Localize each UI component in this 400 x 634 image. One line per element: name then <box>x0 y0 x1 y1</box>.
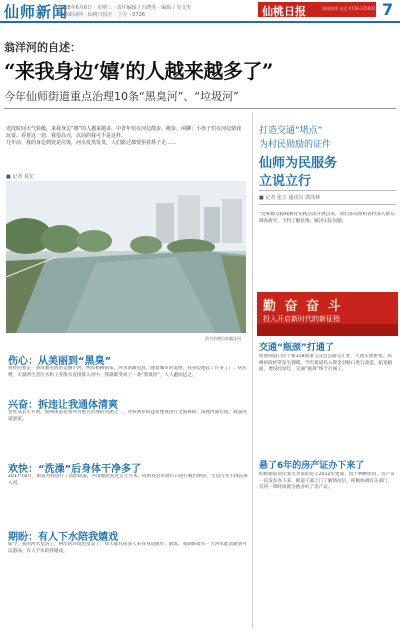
right-article-headline-2: 立说立行 <box>259 174 312 189</box>
right-section-body-traffic <box>259 354 396 450</box>
section-body-hope <box>8 542 248 626</box>
section-title-happy: 欢快：“洗澡”后身体干净多了 <box>8 464 142 475</box>
section-title-sad: 伤心：从美丽到“黑臭” <box>8 356 112 367</box>
right-article-rule <box>259 190 396 191</box>
section-title-excited: 兴奋：拆违让我通体清爽 <box>8 400 118 411</box>
right-article-title-2: 为村民勋励的证件 <box>259 140 332 150</box>
column-divider <box>252 112 253 628</box>
header-meta-2: 仙师新闻网 · 仙桃日报社 · 主办 · 0726 <box>58 12 146 18</box>
page-header <box>0 0 400 22</box>
headline-kicker: 翁洋河的自述： <box>4 41 81 54</box>
banner-line-1: 勤 奋 奋 斗 <box>263 299 343 314</box>
section-body-excited <box>8 410 248 450</box>
article-byline: ■ 记者 易宏 <box>6 174 34 180</box>
header-rule <box>0 21 400 23</box>
right-section-title-traffic: 交通“瓶颈”打通了 <box>259 343 334 353</box>
right-article-body <box>259 212 396 286</box>
right-section-title-property: 悬了6年的房产证办下来了 <box>259 461 365 471</box>
section-body-sad <box>8 366 248 392</box>
right-article-paragraph: “党和群众路线教育实践活动开展以来，我们多次组织各村深入群众调查研究，下村了解民情、解决实际问题。 <box>259 212 395 224</box>
section-paragraph: 变化从去年开始。仙师街道把我列为重点治理的河流之一，对我两岸的违章建筑进行全面拆除，清理河面垃圾，疏浚河道淤泥。 <box>8 410 247 422</box>
headline-title: “来我身边‘嬉’的人越来越多了” <box>4 59 273 83</box>
newspaper-logo <box>258 2 376 17</box>
right-section-body-property <box>259 472 396 622</box>
photo-caption: 图为治理后的翁洋河 <box>205 336 241 341</box>
right-article-title-1: 打造交通“堵点” <box>259 126 323 136</box>
banner-line-2: 投入开启新时代的新征程 <box>263 315 340 323</box>
promo-banner <box>257 292 398 336</box>
river-photo <box>6 181 246 333</box>
section-body-happy <box>8 474 248 520</box>
banner-decoration <box>257 324 398 336</box>
intro-paragraph-1: 近段时间天气转暖，来我身边“嬉”的人越来越多，中青年们在河边散步、跑步、闲聊；小孩子们在河边嬉戏玩耍。看着这一切，我很高兴，以前的我可不是这样。 <box>6 126 242 139</box>
article-intro <box>6 126 244 147</box>
section-title-hope: 期盼：有人下水陪我嬉戏 <box>8 532 118 543</box>
section-paragraph: 2017年8月，街道对我进行了清淤疏浚，共清理淤泥近万立方米。同时对沿岸排污口进行截污纳管，生活污水不再直排入河。 <box>8 474 248 486</box>
page-number: 7 <box>382 0 394 19</box>
right-article-rule-2 <box>259 204 396 205</box>
logo-subtext: 新闻热线 电话 0728-3356011 <box>322 6 378 11</box>
right-section-paragraph: 原仙师道口位于新318国道与汉宜公路交汇处，人流车流密集，高峰时段经常发生拥堵。今年街道投入资金对路口进行改造，拓宽路面，增设红绿灯，交通“瓶颈”终于打通了。 <box>259 354 393 373</box>
river-scene-illustration <box>6 181 246 333</box>
right-section-paragraph: 仙师街道居民张大爷家的房子2012年建成，由于种种原因，房产证一直没有办下来。街道干部上门了解情况后，积极协调有关部门，仅用一周时间就为他办好了房产证。 <box>259 472 395 491</box>
right-article-headline-1: 仙师为民服务 <box>259 156 338 171</box>
right-article-byline: ■ 记者 张立 通讯员 郭泽林 <box>259 195 321 201</box>
logo-text: 仙桃日报 <box>262 5 306 18</box>
section-title: 仙师新闻 <box>4 3 69 21</box>
section-paragraph: 如今，我的河水变清了，两岸的环境也变美了，每天都有很多人来我身边散步、锻炼。我期盼着有一天河水能清澈到可以游泳，有人下水陪我嬉戏。 <box>8 542 247 554</box>
header-meta: 2018年6月6日 · 星期三 · 责任编辑 / 冯晓英 · 编辑 / 吴文杰 <box>58 5 192 11</box>
headline-subtitle: 今年仙师街道重点治理10条“黑臭河”、“垃圾河” <box>4 90 239 103</box>
intro-paragraph-2: 几年前，我的身边到处是垃圾，河水发黑发臭，人们路过都要捂着鼻子走…… <box>6 140 177 146</box>
headline-rule <box>4 108 396 109</box>
section-paragraph: 曾经的我是一条清澈见底的美丽小河，两岸杨柳依依，河水清澈见底。随着城市的发展，我身边建起了许多工厂、居民楼，大量的生活污水和工业废水直接排入河中，我渐渐变成了一条“黑臭河”，人人避而远之。 <box>8 366 247 378</box>
